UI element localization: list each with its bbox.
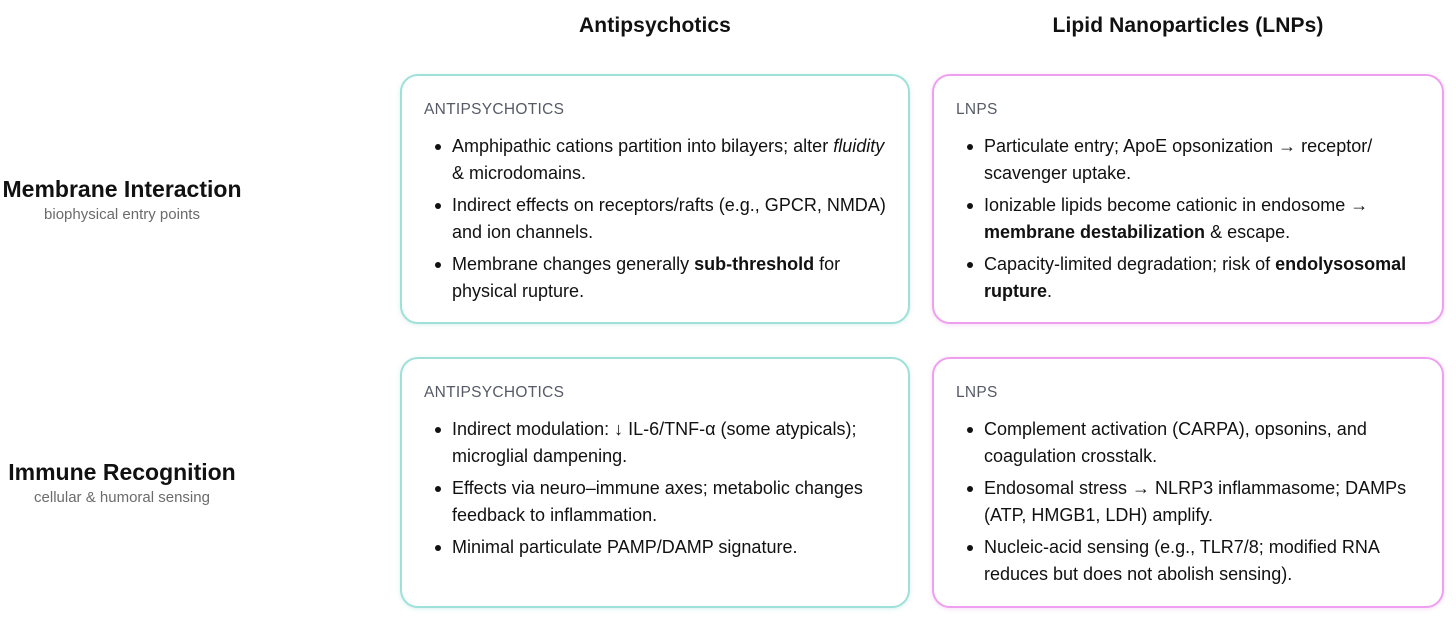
- bullet-list: [956, 133, 1420, 305]
- strong-text: membrane destabilization: [984, 222, 1206, 242]
- card-antipsychotics-immune: [400, 357, 910, 608]
- bullet-item: Indirect effects on receptors/rafts (e.g., GPCR, NMDA) and ion channels.: [452, 192, 886, 246]
- bullet-item: Minimal particulate PAMP/DAMP signature.: [452, 534, 886, 561]
- card-tag: LNPS: [956, 101, 998, 118]
- row-label-immune-recognition: [0, 457, 324, 508]
- bullet-item: Amphipathic cations partition into bilayers; alter fluidity & microdomains.: [452, 133, 886, 187]
- row-subtitle: cellular & humoral sensing: [34, 489, 210, 506]
- bullet-item: Membrane changes generally sub-threshold for physical rupture.: [452, 251, 886, 305]
- bullet-list: [424, 133, 886, 305]
- card-lnps-membrane: [932, 74, 1444, 324]
- bullet-item: Particulate entry; ApoE opsonization → receptor/ scavenger uptake.: [984, 133, 1420, 187]
- emphasis-text: fluidity: [833, 136, 885, 156]
- bullet-item: Effects via neuro–immune axes; metabolic changes feedback to inflammation.: [452, 475, 886, 529]
- row-subtitle: biophysical entry points: [44, 206, 200, 223]
- bullet-list: [424, 416, 886, 561]
- card-tag: ANTIPSYCHOTICS: [424, 101, 565, 118]
- bullet-item: Ionizable lipids become cationic in endosome → membrane destabilization & escape.: [984, 192, 1420, 246]
- column-header-antipsychotics: Antipsychotics: [579, 14, 731, 37]
- card-lnps-immune: [932, 357, 1444, 608]
- bullet-item: Nucleic-acid sensing (e.g., TLR7/8; modified RNA reduces but does not abolish sensing).: [984, 534, 1420, 588]
- bullet-item: Endosomal stress → NLRP3 inflammasome; DAMPs (ATP, HMGB1, LDH) amplify.: [984, 475, 1420, 529]
- bullet-item: Capacity-limited degradation; risk of endolysosomal rupture.: [984, 251, 1420, 305]
- card-tag: ANTIPSYCHOTICS: [424, 384, 565, 401]
- strong-text: sub-threshold: [694, 254, 815, 274]
- card-tag: LNPS: [956, 384, 998, 401]
- column-header-lnps: Lipid Nanoparticles (LNPs): [1052, 14, 1324, 37]
- row-title: Membrane Interaction: [2, 176, 242, 202]
- card-antipsychotics-membrane: [400, 74, 910, 324]
- bullet-item: Complement activation (CARPA), opsonins, and coagulation crosstalk.: [984, 416, 1420, 470]
- strong-text: endolysosomal rupture: [984, 254, 1407, 301]
- bullet-item: Indirect modulation: ↓ IL-6/TNF-α (some atypicals); microglial dampening.: [452, 416, 886, 470]
- bullet-list: [956, 416, 1420, 588]
- row-label-membrane-interaction: [0, 174, 324, 225]
- row-title: Immune Recognition: [8, 459, 236, 485]
